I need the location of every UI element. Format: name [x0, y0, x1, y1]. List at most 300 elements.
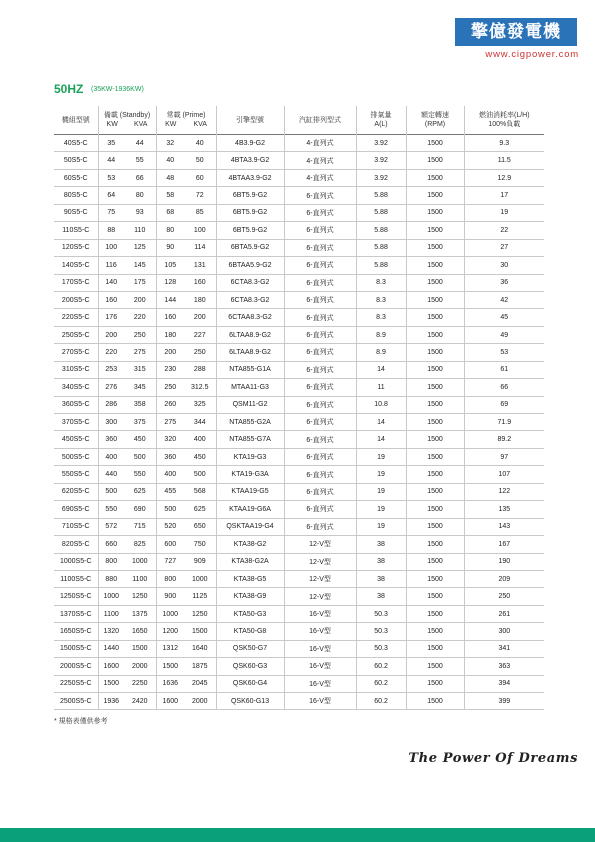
table-row: [54, 152, 544, 169]
cell-engine: 6BT5.9-G2: [216, 204, 284, 221]
cell-prime-kw: 320: [156, 431, 184, 448]
cell-engine: 6LTAA8.9-G2: [216, 326, 284, 343]
header-prime-kva: KVA: [193, 121, 207, 128]
cell-model: 220S5-C: [54, 309, 98, 326]
cell-model: 1650S5-C: [54, 623, 98, 640]
cell-prime-kw: 128: [156, 274, 184, 291]
cell-model: 140S5-C: [54, 257, 98, 274]
cell-prime-kva: 200: [184, 309, 216, 326]
cell-speed: 1500: [406, 204, 464, 221]
table-row: [54, 309, 544, 326]
cell-exhaust: 50.3: [356, 605, 406, 622]
cell-speed: 1500: [406, 309, 464, 326]
cell-speed: 1500: [406, 257, 464, 274]
cell-model: 340S5-C: [54, 379, 98, 396]
cell-prime-kva: 650: [184, 518, 216, 535]
cell-engine: KTA19-G3A: [216, 466, 284, 483]
cell-prime-kva: 60: [184, 169, 216, 186]
table-row: [54, 239, 544, 256]
header-speed-unit: (RPM): [424, 121, 446, 128]
cell-standby-kva: 690: [124, 501, 156, 518]
header-prime-kw: KW: [165, 121, 177, 128]
cell-prime-kva: 909: [184, 553, 216, 570]
cell-prime-kva: 500: [184, 466, 216, 483]
cell-fuel: 135: [464, 501, 544, 518]
table-row: [54, 204, 544, 221]
spec-table-body: [54, 135, 544, 710]
cell-exhaust: 3.92: [356, 169, 406, 186]
cell-cylinder: 6-直列式: [284, 361, 356, 378]
brand-url[interactable]: www.cigpower.com: [485, 49, 579, 60]
cell-engine: 4BTA3.9-G2: [216, 152, 284, 169]
cell-fuel: 19: [464, 204, 544, 221]
cell-prime-kva: 131: [184, 257, 216, 274]
cell-standby-kva: 66: [124, 169, 156, 186]
table-row: [54, 431, 544, 448]
cell-standby-kw: 44: [98, 152, 124, 169]
cell-prime-kw: 68: [156, 204, 184, 221]
cell-exhaust: 38: [356, 536, 406, 553]
cell-model: 120S5-C: [54, 239, 98, 256]
cell-standby-kw: 1440: [98, 640, 124, 657]
cell-speed: 1500: [406, 431, 464, 448]
cell-cylinder: 6-直列式: [284, 257, 356, 274]
cell-prime-kva: 114: [184, 239, 216, 256]
cell-exhaust: 3.92: [356, 135, 406, 152]
table-row: [54, 588, 544, 605]
cell-engine: NTA855-G2A: [216, 414, 284, 431]
cell-model: 90S5-C: [54, 204, 98, 221]
cell-model: 1000S5-C: [54, 553, 98, 570]
cell-fuel: 61: [464, 361, 544, 378]
cell-model: 690S5-C: [54, 501, 98, 518]
cell-fuel: 66: [464, 379, 544, 396]
cell-cylinder: 12-V型: [284, 553, 356, 570]
cell-cylinder: 6-直列式: [284, 414, 356, 431]
table-row: [54, 361, 544, 378]
cell-standby-kw: 572: [98, 518, 124, 535]
cell-standby-kva: 1000: [124, 553, 156, 570]
cell-model: 1370S5-C: [54, 605, 98, 622]
cell-exhaust: 19: [356, 466, 406, 483]
cell-engine: 6BTAA5.9-G2: [216, 257, 284, 274]
cell-prime-kva: 2045: [184, 675, 216, 692]
cell-speed: 1500: [406, 326, 464, 343]
cell-standby-kw: 160: [98, 291, 124, 308]
cell-exhaust: 10.8: [356, 396, 406, 413]
table-row: [54, 483, 544, 500]
cell-standby-kva: 220: [124, 309, 156, 326]
cell-standby-kva: 1100: [124, 570, 156, 587]
cell-exhaust: 38: [356, 588, 406, 605]
header-fuel-unit: 100%負載: [488, 121, 521, 128]
cell-standby-kva: 358: [124, 396, 156, 413]
cell-cylinder: 12-V型: [284, 588, 356, 605]
table-row: [54, 501, 544, 518]
cell-cylinder: 6-直列式: [284, 501, 356, 518]
cell-fuel: 71.9: [464, 414, 544, 431]
cell-prime-kva: 325: [184, 396, 216, 413]
cell-cylinder: 6-直列式: [284, 431, 356, 448]
cell-prime-kva: 1640: [184, 640, 216, 657]
cell-standby-kva: 44: [124, 135, 156, 152]
cell-exhaust: 8.9: [356, 326, 406, 343]
cell-cylinder: 6-直列式: [284, 379, 356, 396]
cell-cylinder: 6-直列式: [284, 518, 356, 535]
cell-fuel: 30: [464, 257, 544, 274]
cell-model: 1250S5-C: [54, 588, 98, 605]
cell-speed: 1500: [406, 483, 464, 500]
cell-model: 370S5-C: [54, 414, 98, 431]
cell-cylinder: 6-直列式: [284, 344, 356, 361]
table-row: [54, 222, 544, 239]
cell-engine: KTA38-G5: [216, 570, 284, 587]
cell-standby-kw: 360: [98, 431, 124, 448]
table-row: [54, 169, 544, 186]
cell-fuel: 36: [464, 274, 544, 291]
cell-cylinder: 16-V型: [284, 693, 356, 710]
cell-model: 500S5-C: [54, 448, 98, 465]
cell-speed: 1500: [406, 658, 464, 675]
cell-model: 450S5-C: [54, 431, 98, 448]
spec-table: [54, 106, 544, 710]
cell-standby-kw: 88: [98, 222, 124, 239]
cell-standby-kw: 1320: [98, 623, 124, 640]
header-prime-label: 常載 (Prime): [166, 112, 206, 119]
cell-engine: KTA38-G2: [216, 536, 284, 553]
cell-fuel: 341: [464, 640, 544, 657]
cell-engine: KTAA19-G5: [216, 483, 284, 500]
cell-prime-kva: 1125: [184, 588, 216, 605]
cell-speed: 1500: [406, 135, 464, 152]
cell-exhaust: 3.92: [356, 152, 406, 169]
header-model: 機組型號: [61, 116, 90, 124]
table-row: [54, 640, 544, 657]
cell-model: 820S5-C: [54, 536, 98, 553]
cell-engine: NTA855-G1A: [216, 361, 284, 378]
cell-speed: 1500: [406, 640, 464, 657]
cell-model: 2000S5-C: [54, 658, 98, 675]
header-exhaust-label: 排氣量: [370, 112, 392, 119]
cell-standby-kw: 1000: [98, 588, 124, 605]
cell-standby-kw: 300: [98, 414, 124, 431]
cell-exhaust: 60.2: [356, 693, 406, 710]
header-cylinder: 汽缸排列型式: [284, 106, 356, 135]
cell-prime-kw: 900: [156, 588, 184, 605]
table-row: [54, 693, 544, 710]
cell-speed: 1500: [406, 518, 464, 535]
cell-prime-kw: 800: [156, 570, 184, 587]
cell-fuel: 12.9: [464, 169, 544, 186]
cell-standby-kw: 880: [98, 570, 124, 587]
cell-engine: 6BTA5.9-G2: [216, 239, 284, 256]
cell-prime-kva: 1000: [184, 570, 216, 587]
cell-standby-kva: 1650: [124, 623, 156, 640]
spec-table-container: [54, 106, 544, 710]
cell-standby-kva: 1500: [124, 640, 156, 657]
cell-exhaust: 11: [356, 379, 406, 396]
cell-exhaust: 5.88: [356, 204, 406, 221]
table-row: [54, 344, 544, 361]
cell-standby-kw: 1500: [98, 675, 124, 692]
cell-prime-kva: 750: [184, 536, 216, 553]
cell-engine: QSKTAA19-G4: [216, 518, 284, 535]
cell-standby-kw: 35: [98, 135, 124, 152]
cell-prime-kva: 227: [184, 326, 216, 343]
footnote: * 規格表僅供參考: [54, 718, 108, 725]
cell-standby-kva: 625: [124, 483, 156, 500]
cell-prime-kw: 1312: [156, 640, 184, 657]
cell-standby-kw: 116: [98, 257, 124, 274]
cell-prime-kva: 288: [184, 361, 216, 378]
cell-fuel: 107: [464, 466, 544, 483]
cell-standby-kva: 1250: [124, 588, 156, 605]
cell-speed: 1500: [406, 291, 464, 308]
cell-model: 1500S5-C: [54, 640, 98, 657]
cell-prime-kw: 58: [156, 187, 184, 204]
cell-cylinder: 16-V型: [284, 675, 356, 692]
cell-model: 2250S5-C: [54, 675, 98, 692]
cell-engine: 6LTAA8.9-G2: [216, 344, 284, 361]
cell-exhaust: 19: [356, 483, 406, 500]
cell-prime-kva: 2000: [184, 693, 216, 710]
cell-speed: 1500: [406, 536, 464, 553]
cell-cylinder: 6-直列式: [284, 466, 356, 483]
cell-fuel: 45: [464, 309, 544, 326]
table-row: [54, 605, 544, 622]
cell-standby-kva: 200: [124, 291, 156, 308]
cell-prime-kw: 40: [156, 152, 184, 169]
table-row: [54, 448, 544, 465]
cell-fuel: 49: [464, 326, 544, 343]
cell-prime-kw: 1200: [156, 623, 184, 640]
cell-exhaust: 60.2: [356, 658, 406, 675]
table-row: [54, 187, 544, 204]
cell-fuel: 209: [464, 570, 544, 587]
cell-standby-kva: 375: [124, 414, 156, 431]
bottom-bar: [0, 828, 595, 842]
cell-standby-kva: 110: [124, 222, 156, 239]
cell-cylinder: 6-直列式: [284, 187, 356, 204]
cell-standby-kw: 100: [98, 239, 124, 256]
header-standby-label: 備載 (Standby): [103, 112, 151, 119]
cell-cylinder: 4-直列式: [284, 152, 356, 169]
cell-standby-kw: 440: [98, 466, 124, 483]
cell-prime-kw: 1600: [156, 693, 184, 710]
cell-prime-kw: 105: [156, 257, 184, 274]
cell-engine: 4B3.9-G2: [216, 135, 284, 152]
cell-exhaust: 8.3: [356, 274, 406, 291]
cell-fuel: 261: [464, 605, 544, 622]
cell-standby-kw: 53: [98, 169, 124, 186]
cell-cylinder: 6-直列式: [284, 274, 356, 291]
table-row: [54, 536, 544, 553]
cell-standby-kva: 2420: [124, 693, 156, 710]
table-row: [54, 414, 544, 431]
cell-cylinder: 16-V型: [284, 658, 356, 675]
cell-prime-kw: 160: [156, 309, 184, 326]
cell-engine: 6CTAA8.3-G2: [216, 309, 284, 326]
cell-engine: QSK60-G4: [216, 675, 284, 692]
table-row: [54, 658, 544, 675]
table-row: [54, 379, 544, 396]
header-prime: [156, 106, 216, 135]
cell-cylinder: 4-直列式: [284, 135, 356, 152]
cell-cylinder: 16-V型: [284, 623, 356, 640]
cell-model: 360S5-C: [54, 396, 98, 413]
slogan: The Power Of Dreams: [408, 751, 578, 766]
cell-fuel: 17: [464, 187, 544, 204]
cell-prime-kw: 32: [156, 135, 184, 152]
cell-speed: 1500: [406, 274, 464, 291]
cell-engine: 6BT5.9-G2: [216, 187, 284, 204]
table-row: [54, 466, 544, 483]
cell-engine: KTA19-G3: [216, 448, 284, 465]
cell-fuel: 300: [464, 623, 544, 640]
cell-standby-kw: 550: [98, 501, 124, 518]
cell-model: 60S5-C: [54, 169, 98, 186]
cell-speed: 1500: [406, 239, 464, 256]
cell-prime-kva: 1875: [184, 658, 216, 675]
table-row: [54, 257, 544, 274]
cell-cylinder: 6-直列式: [284, 222, 356, 239]
cell-standby-kva: 55: [124, 152, 156, 169]
cell-prime-kw: 400: [156, 466, 184, 483]
cell-speed: 1500: [406, 169, 464, 186]
cell-cylinder: 6-直列式: [284, 483, 356, 500]
cell-engine: QSK50-G7: [216, 640, 284, 657]
cell-standby-kw: 220: [98, 344, 124, 361]
cell-engine: KTA50-G3: [216, 605, 284, 622]
cell-standby-kva: 715: [124, 518, 156, 535]
cell-speed: 1500: [406, 570, 464, 587]
cell-exhaust: 5.88: [356, 257, 406, 274]
cell-speed: 1500: [406, 361, 464, 378]
table-row: [54, 396, 544, 413]
cell-exhaust: 14: [356, 414, 406, 431]
table-row: [54, 623, 544, 640]
cell-standby-kw: 176: [98, 309, 124, 326]
table-row: [54, 518, 544, 535]
cell-exhaust: 19: [356, 448, 406, 465]
cell-engine: KTA50-G8: [216, 623, 284, 640]
cell-speed: 1500: [406, 344, 464, 361]
cell-prime-kw: 230: [156, 361, 184, 378]
cell-prime-kva: 50: [184, 152, 216, 169]
brand-name: 擎億發電機: [471, 22, 561, 42]
cell-exhaust: 5.88: [356, 187, 406, 204]
cell-exhaust: 50.3: [356, 623, 406, 640]
cell-standby-kw: 286: [98, 396, 124, 413]
cell-fuel: 122: [464, 483, 544, 500]
cell-standby-kw: 800: [98, 553, 124, 570]
cell-prime-kva: 312.5: [184, 379, 216, 396]
cell-cylinder: 6-直列式: [284, 326, 356, 343]
cell-standby-kw: 1936: [98, 693, 124, 710]
cell-prime-kw: 1636: [156, 675, 184, 692]
cell-model: 200S5-C: [54, 291, 98, 308]
cell-fuel: 27: [464, 239, 544, 256]
cell-standby-kva: 93: [124, 204, 156, 221]
cell-prime-kw: 520: [156, 518, 184, 535]
cell-engine: 6CTA8.3-G2: [216, 291, 284, 308]
cell-standby-kva: 345: [124, 379, 156, 396]
section-range: (35KW-1936KW): [91, 86, 144, 93]
cell-prime-kva: 568: [184, 483, 216, 500]
cell-prime-kva: 72: [184, 187, 216, 204]
cell-prime-kw: 180: [156, 326, 184, 343]
cell-standby-kw: 1600: [98, 658, 124, 675]
cell-standby-kw: 276: [98, 379, 124, 396]
cell-prime-kva: 180: [184, 291, 216, 308]
cell-standby-kw: 400: [98, 448, 124, 465]
cell-cylinder: 6-直列式: [284, 448, 356, 465]
cell-speed: 1500: [406, 553, 464, 570]
header-speed-label: 額定轉速: [421, 112, 450, 119]
cell-engine: KTAA19-G6A: [216, 501, 284, 518]
cell-exhaust: 14: [356, 431, 406, 448]
cell-speed: 1500: [406, 675, 464, 692]
cell-exhaust: 8.3: [356, 291, 406, 308]
cell-prime-kva: 400: [184, 431, 216, 448]
cell-cylinder: 6-直列式: [284, 239, 356, 256]
header-exhaust-unit: A(L): [374, 121, 388, 128]
cell-prime-kw: 600: [156, 536, 184, 553]
cell-exhaust: 38: [356, 570, 406, 587]
cell-standby-kva: 315: [124, 361, 156, 378]
cell-fuel: 363: [464, 658, 544, 675]
cell-standby-kva: 80: [124, 187, 156, 204]
cell-prime-kva: 625: [184, 501, 216, 518]
cell-model: 50S5-C: [54, 152, 98, 169]
cell-speed: 1500: [406, 152, 464, 169]
cell-cylinder: 6-直列式: [284, 309, 356, 326]
table-row: [54, 553, 544, 570]
cell-speed: 1500: [406, 379, 464, 396]
cell-cylinder: 4-直列式: [284, 169, 356, 186]
cell-engine: KTA38-G2A: [216, 553, 284, 570]
cell-speed: 1500: [406, 623, 464, 640]
cell-engine: 6BT5.9-G2: [216, 222, 284, 239]
header-fuel-label: 燃油消耗率(L/H): [479, 112, 530, 119]
cell-fuel: 9.3: [464, 135, 544, 152]
cell-exhaust: 5.88: [356, 239, 406, 256]
cell-model: 40S5-C: [54, 135, 98, 152]
cell-speed: 1500: [406, 222, 464, 239]
cell-fuel: 22: [464, 222, 544, 239]
cell-standby-kw: 660: [98, 536, 124, 553]
table-header-row: [54, 106, 544, 135]
cell-prime-kva: 344: [184, 414, 216, 431]
cell-engine: NTA855-G7A: [216, 431, 284, 448]
cell-exhaust: 8.9: [356, 344, 406, 361]
cell-model: 270S5-C: [54, 344, 98, 361]
header-standby: [98, 106, 156, 135]
cell-standby-kva: 275: [124, 344, 156, 361]
cell-model: 250S5-C: [54, 326, 98, 343]
cell-prime-kva: 85: [184, 204, 216, 221]
cell-prime-kw: 90: [156, 239, 184, 256]
cell-prime-kva: 1250: [184, 605, 216, 622]
cell-prime-kva: 450: [184, 448, 216, 465]
header-speed: [406, 106, 464, 135]
header-standby-kw: KW: [106, 121, 118, 128]
cell-model: 710S5-C: [54, 518, 98, 535]
cell-standby-kva: 125: [124, 239, 156, 256]
cell-prime-kw: 260: [156, 396, 184, 413]
section-title: 50HZ: [54, 82, 84, 96]
cell-standby-kva: 450: [124, 431, 156, 448]
